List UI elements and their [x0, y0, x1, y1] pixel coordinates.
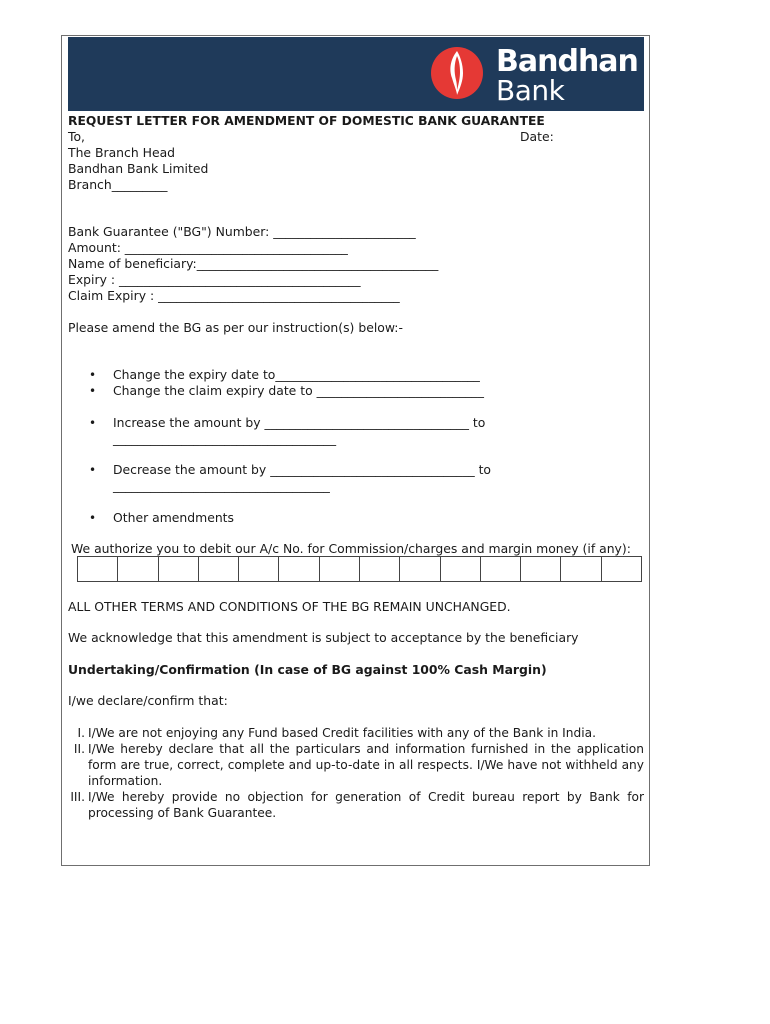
account-digit-box[interactable] — [561, 557, 601, 581]
expiry-field[interactable]: Expiry : _______________________________________ — [68, 272, 361, 287]
instruction-text: Please amend the BG as per our instruction(s) below:- — [68, 320, 403, 335]
branch-field[interactable]: Branch_________ — [68, 177, 168, 192]
bullet-icon: • — [89, 384, 97, 398]
declarations-list — [68, 725, 644, 821]
bandhan-logo-icon — [430, 46, 484, 100]
account-digit-box[interactable] — [400, 557, 440, 581]
increase-amount-to-field[interactable]: ____________________________________ — [113, 431, 337, 446]
change-expiry-option[interactable]: Change the expiry date to_________________________________ — [113, 367, 480, 382]
account-digit-box[interactable] — [602, 557, 641, 581]
account-digit-box[interactable] — [78, 557, 118, 581]
bullet-icon: • — [89, 463, 97, 477]
account-digit-box[interactable] — [199, 557, 239, 581]
account-digit-box[interactable] — [521, 557, 561, 581]
bullet-icon: • — [89, 511, 97, 525]
logo-word-bank: Bank — [496, 74, 565, 107]
account-digit-box[interactable] — [360, 557, 400, 581]
account-digit-box[interactable] — [279, 557, 319, 581]
claim-expiry-field[interactable]: Claim Expiry : _______________________________________ — [68, 288, 400, 303]
account-digit-box[interactable] — [320, 557, 360, 581]
terms-text: ALL OTHER TERMS AND CONDITIONS OF THE BG REMAIN UNCHANGED. — [68, 599, 511, 614]
bg-number-field[interactable]: Bank Guarantee ("BG") Number: _______________________ — [68, 224, 416, 239]
authorize-text: We authorize you to debit our A/c No. for Commission/charges and margin money (if any): — [71, 541, 631, 556]
date-label[interactable]: Date: — [520, 129, 554, 144]
declaration-item: II. I/We hereby declare that all the particulars and information furnished in the application form are true, correct, complete and up-to-date in all respects. I/We have not withheld any information. — [73, 742, 644, 788]
change-claim-expiry-option[interactable]: Change the claim expiry date to ___________________________ — [113, 383, 484, 398]
increase-amount-option[interactable]: Increase the amount by _________________________________ to — [113, 415, 486, 430]
logo-word-bandhan: Bandhan — [496, 44, 638, 79]
declaration-item: III. I/We hereby provide no objection for generation of Credit bureau report by Bank for processing of Bank Guarantee. — [70, 790, 644, 820]
form-title: REQUEST LETTER FOR AMENDMENT OF DOMESTIC BANK GUARANTEE — [68, 114, 545, 128]
acknowledge-text: We acknowledge that this amendment is subject to acceptance by the beneficiary — [68, 630, 579, 645]
account-digit-box[interactable] — [441, 557, 481, 581]
address-line: Bandhan Bank Limited — [68, 161, 209, 176]
account-number-boxes[interactable] — [77, 556, 642, 582]
account-digit-box[interactable] — [159, 557, 199, 581]
undertaking-heading: Undertaking/Confirmation (In case of BG against 100% Cash Margin) — [68, 662, 547, 677]
account-digit-box[interactable] — [239, 557, 279, 581]
address-line: The Branch Head — [68, 145, 176, 160]
amount-field[interactable]: Amount: ____________________________________ — [68, 240, 348, 255]
decrease-amount-option[interactable]: Decrease the amount by _________________________________ to — [113, 462, 492, 477]
bullet-icon: • — [89, 416, 97, 430]
other-amendments-option[interactable]: Other amendments — [113, 510, 234, 525]
account-digit-box[interactable] — [118, 557, 158, 581]
bandhan-bank-logo — [430, 44, 638, 107]
decrease-amount-to-field[interactable]: ___________________________________ — [113, 478, 330, 493]
declare-text: I/we declare/confirm that: — [68, 693, 228, 708]
bullet-icon: • — [89, 368, 97, 382]
salutation: To, — [68, 129, 85, 144]
beneficiary-field[interactable]: Name of beneficiary:_______________________________________ — [68, 256, 439, 271]
declaration-item: I. I/We are not enjoying any Fund based Credit facilities with any of the Bank in India. — [77, 726, 596, 740]
account-digit-box[interactable] — [481, 557, 521, 581]
